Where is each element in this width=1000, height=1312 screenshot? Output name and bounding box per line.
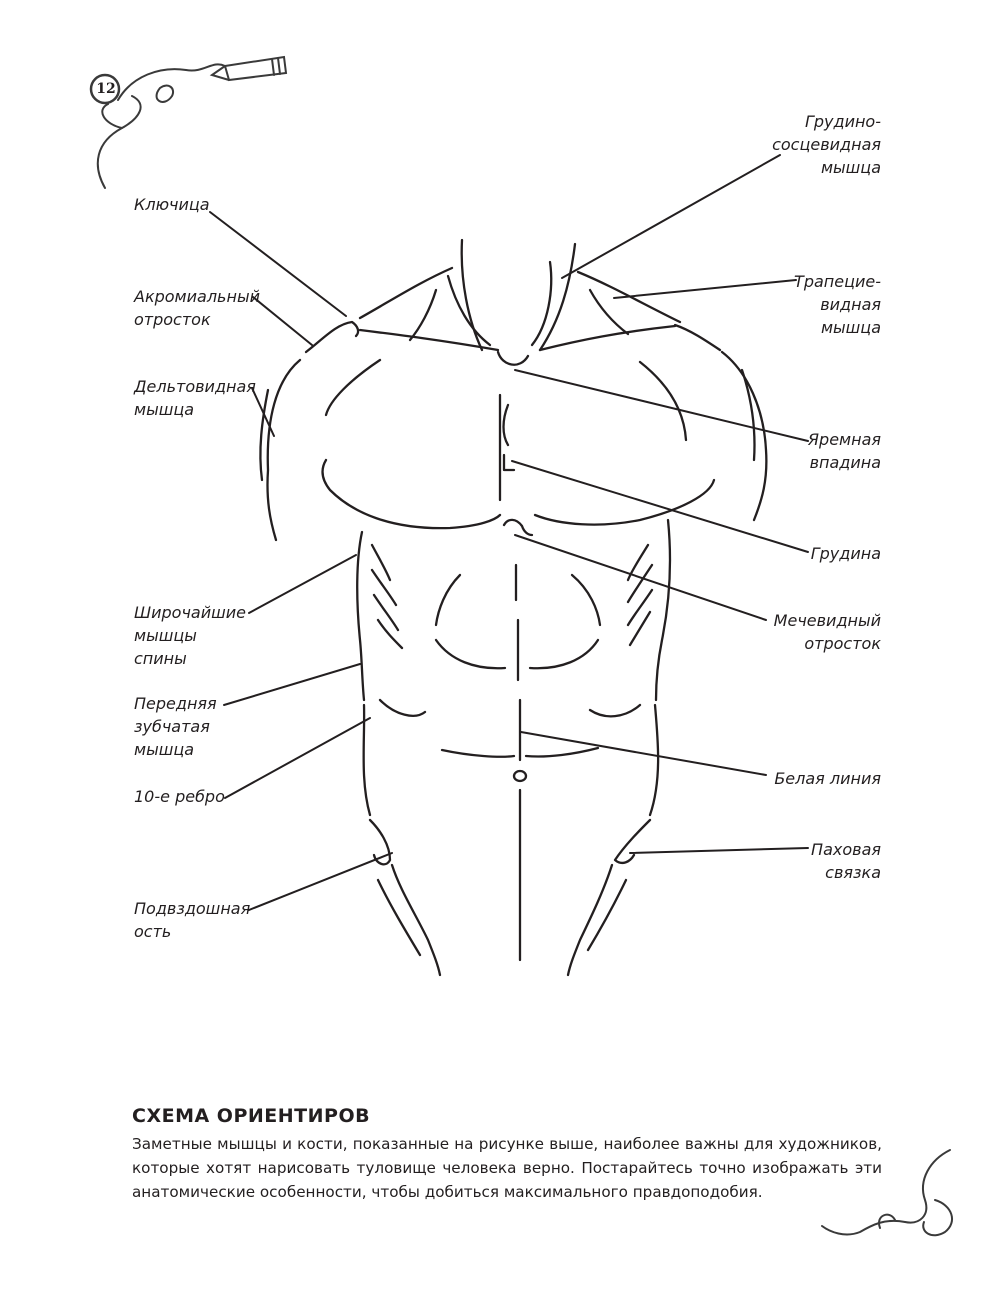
label-iliac-spine: Подвздошная ость bbox=[134, 899, 251, 941]
label-jugular-notch: Яремная впадина bbox=[807, 430, 881, 472]
label-inguinal-ligament: Паховая связка bbox=[811, 840, 881, 882]
page-number: 12 bbox=[96, 81, 116, 97]
label-sternum: Грудина bbox=[810, 544, 881, 563]
label-sternocleidomastoid: Грудино- сосцевидная мышца bbox=[772, 112, 881, 177]
label-linea-alba: Белая линия bbox=[774, 769, 881, 788]
label-xiphoid: Мечевидный отросток bbox=[773, 611, 881, 653]
label-tenth-rib: 10-е ребро bbox=[134, 787, 225, 806]
label-deltoid: Дельтовидная мышца bbox=[134, 377, 256, 419]
label-latissimus: Широчайшие мышцы спины bbox=[134, 603, 246, 668]
label-trapezius: Трапецие- видная мышца bbox=[794, 272, 881, 337]
label-clavicle: Ключица bbox=[134, 195, 210, 214]
torso-outline bbox=[260, 240, 766, 975]
section-heading: СХЕМА ОРИЕНТИРОВ bbox=[132, 1105, 371, 1127]
leader-lines bbox=[210, 155, 808, 910]
section-body: Заметные мышцы и кости, показанные на рисунке выше, наиболее важны для художников, которые хотят нарисовать туловище человека верно. Постарайтесь точно изображать эти анатомические особенности, чтобы добиться максимального правдоподобия. bbox=[132, 1135, 882, 1201]
label-serratus: Передняя зубчатая мышца bbox=[134, 694, 217, 759]
label-acromion: Акромиальный отросток bbox=[134, 287, 260, 329]
